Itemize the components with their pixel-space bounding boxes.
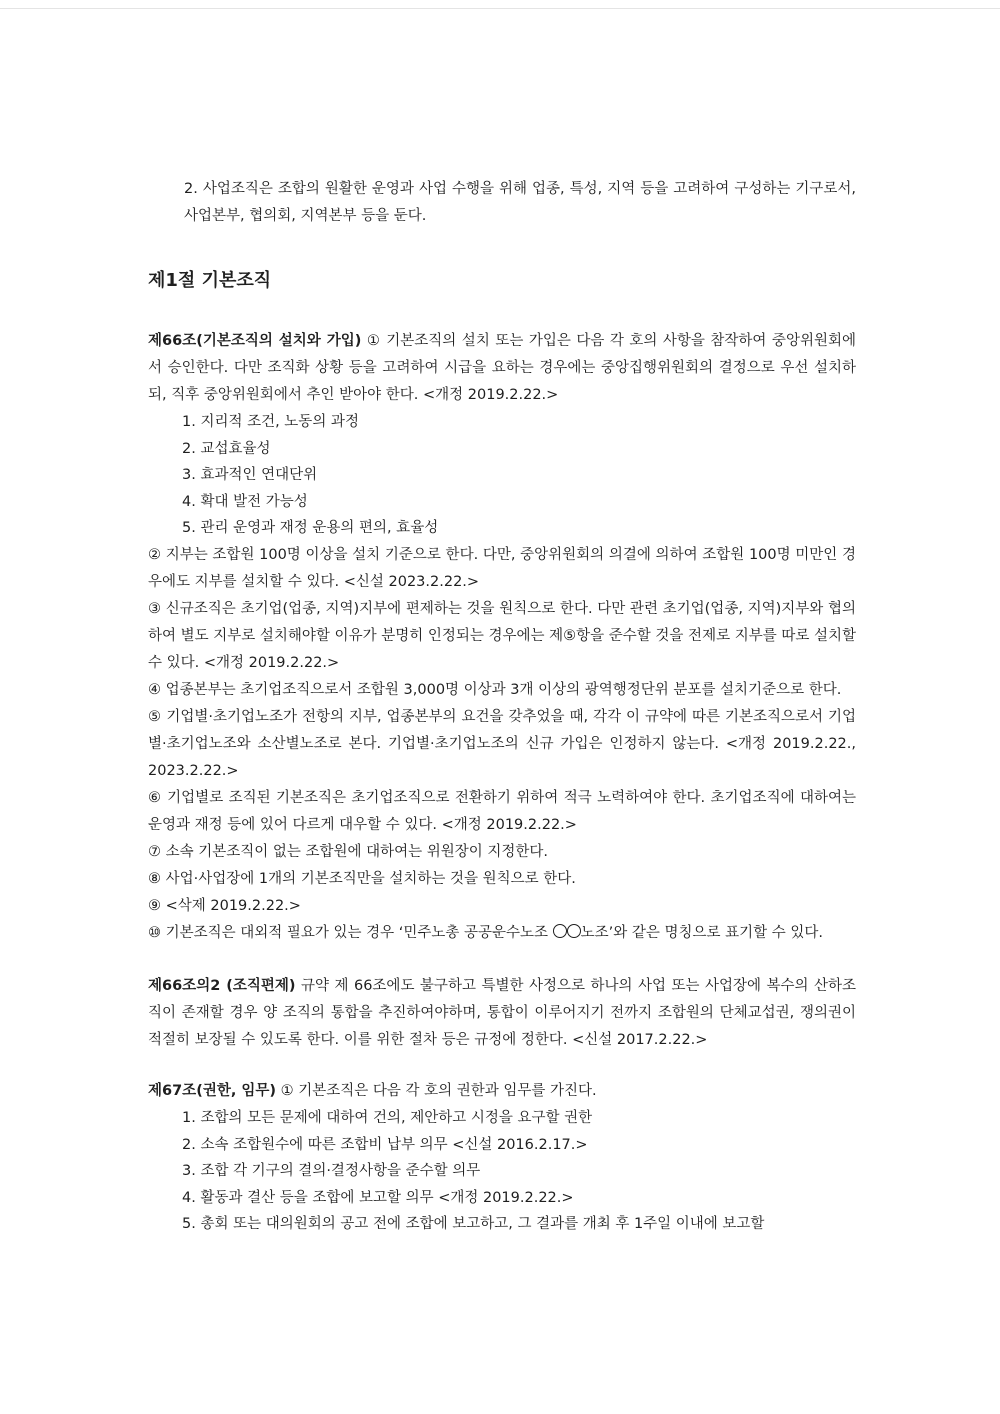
article-66-paragraph-10 bbox=[148, 920, 856, 947]
article-67-item-3: 3. 조합 각 기구의 결의·결정사항을 준수할 의무 bbox=[182, 1163, 481, 1180]
article-66-p10-text-b: 노조’와 같은 명칭으로 표기할 수 있다. bbox=[580, 924, 824, 941]
article-66-paragraph-8: ⑧ 사업·사업장에 1개의 기본조직만을 설치하는 것을 원칙으로 한다. bbox=[148, 870, 576, 887]
document-page bbox=[148, 176, 856, 1238]
article-66-paragraph-9: ⑨ <삭제 2019.2.22.> bbox=[148, 897, 301, 914]
spacer bbox=[148, 947, 856, 973]
article-67-paragraph-1 bbox=[148, 1078, 856, 1105]
article-66-item-4: 4. 확대 발전 가능성 bbox=[182, 493, 308, 510]
article-66-paragraph-1 bbox=[148, 328, 856, 409]
article-66-paragraph-7: ⑦ 소속 기본조직이 없는 조합원에 대하여는 위원장이 지정한다. bbox=[148, 843, 549, 860]
article-67-item-2: 2. 소속 조합원수에 따른 조합비 납부 의무 <신설 2016.2.17.> bbox=[182, 1136, 588, 1153]
article-67-item-5: 5. 총회 또는 대의원회의 공고 전에 조합에 보고하고, 그 결과를 개최 후 1주일 이내에 보고할 bbox=[182, 1216, 765, 1233]
article-66-item-5: 5. 관리 운영과 재정 운용의 편의, 효율성 bbox=[182, 520, 439, 537]
article-66-2-paragraph bbox=[148, 973, 856, 1054]
article-66-paragraph-5: ⑤ 기업별·초기업노조가 전항의 지부, 업종본부의 요건을 갖추었을 때, 각각 이 규약에 따른 기본조직으로서 기업별·초기업노조와 소산별노조로 본다. 기업별·초기업노조의 신규 가입은 인정하지 않는다. <개정 2019.2.22., 2023.2.22.> bbox=[148, 708, 856, 779]
article-66-paragraph-3: ③ 신규조직은 초기업(업종, 지역)지부에 편제하는 것을 원칙으로 한다. 다만 관련 초기업(업종, 지역)지부와 협의하여 별도 지부로 설치해야할 이유가 분명히 인정되는 경우에는 제⑤항을 준수할 것을 전제로 지부를 따로 설치할 수 있다. <개정 2019.2.22.> bbox=[148, 600, 856, 671]
article-66-title: 제66조(기본조직의 설치와 가입) bbox=[148, 333, 362, 349]
article-66-paragraph-4: ④ 업종본부는 초기업조직으로서 조합원 3,000명 이상과 3개 이상의 광역행정단위 분포를 설치기준으로 한다. bbox=[148, 681, 842, 698]
article-66-item-3: 3. 효과적인 연대단위 bbox=[182, 467, 318, 484]
scan-edge-line bbox=[0, 8, 1000, 9]
article-67-title: 제67조(권한, 임무) bbox=[148, 1082, 277, 1099]
spacer bbox=[148, 1054, 856, 1078]
article-67-item-4: 4. 활동과 결산 등을 조합에 보고할 의무 <개정 2019.2.22.> bbox=[182, 1189, 574, 1206]
placeholder-circle-icon bbox=[553, 924, 567, 938]
article-66-2-body: 규약 제 66조에도 불구하고 특별한 사정으로 하나의 사업 또는 사업장에 복수의 산하조직이 존재할 경우 양 조직의 통합을 추진하여야하며, 통합이 이루어지기 전까지 조합원의 단체교섭권, 쟁의권이 적절히 보장될 수 있도록 한다. 이를 위한 절차 등은 규정에 정한다. <신설 2017.2.22.> bbox=[148, 977, 856, 1048]
article-66-item-2: 2. 교섭효율성 bbox=[182, 440, 271, 457]
article-66-p1-text: ① 기본조직의 설치 또는 가입은 다음 각 호의 사항을 참작하여 중앙위원회에서 승인한다. 다만 조직화 상황 등을 고려하여 시급을 요하는 경우에는 중앙집행위원회의 결정으로 우선 설치하되, 직후 중앙위원회에서 추인 받아야 한다. <개정 2019.2.22.> bbox=[148, 333, 856, 403]
article-66-item-1: 1. 지리적 조건, 노동의 과정 bbox=[182, 414, 359, 430]
article-66-p10-text-a: ⑩ 기본조직은 대외적 필요가 있는 경우 ‘민주노총 공공운수노조 bbox=[148, 924, 553, 941]
article-67-p1-text: ① 기본조직은 다음 각 호의 권한과 임무를 가진다. bbox=[276, 1082, 597, 1099]
intro-item-2: 2. 사업조직은 조합의 원활한 운영과 사업 수행을 위해 업종, 특성, 지역 등을 고려하여 구성하는 기구로서, 사업본부, 협의회, 지역본부 등을 둔다. bbox=[184, 181, 856, 224]
article-66-paragraph-2: ② 지부는 조합원 100명 이상을 설치 기준으로 한다. 다만, 중앙위원회의 의결에 의하여 조합원 100명 미만인 경우에도 지부를 설치할 수 있다. <신설 2023.2.22.> bbox=[148, 546, 856, 590]
placeholder-circle-icon bbox=[567, 924, 581, 938]
article-66-2-title: 제66조의2 (조직편제) bbox=[148, 977, 296, 994]
article-66-paragraph-6: ⑥ 기업별로 조직된 기본조직은 초기업조직으로 전환하기 위하여 적극 노력하여야 한다. 초기업조직에 대하여는 운영과 재정 등에 있어 다르게 대우할 수 있다. <개정 2019.2.22.> bbox=[148, 789, 856, 833]
section-heading: 제1절 기본조직 bbox=[148, 270, 272, 291]
article-67-item-1: 1. 조합의 모든 문제에 대하여 건의, 제안하고 시정을 요구할 권한 bbox=[182, 1109, 593, 1126]
